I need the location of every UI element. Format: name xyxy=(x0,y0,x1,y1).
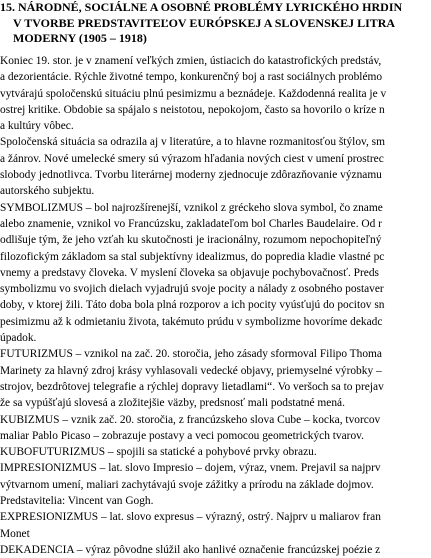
text-line: KUBOFUTURIZMUS – spojili sa statické a pohybové prvky obrazu. xyxy=(0,446,317,459)
text-line: doby, v ktorej žili. Táto doba bola plná rozporov a ich pocity vyúsťujú do pocitov sn xyxy=(0,299,385,312)
text-line: Koniec 19. stor. je v znamení veľkých zmien, ústiacich do katastrofických predstáv, xyxy=(0,55,382,67)
text-line: že sa vypúšťajú slovesá a zložitejšie väzby, predsnosť mali podstatné mená. xyxy=(0,397,345,410)
text-line: vytvárajú spoločenskú situáciu plnú pesimizmu a beznádeje. Každodenná realita je v xyxy=(0,87,387,100)
text-line: autorského subjektu. xyxy=(0,185,95,198)
heading-line: V TVORBE PREDSTAVITEĽOV EURÓPSKEJ A SLOVENSKEJ LITRA xyxy=(13,15,396,30)
body-text xyxy=(0,53,431,558)
text-line: vnemy a predstavy človeka. V myslení človeka sa objavuje pochybovačnosť. Preds xyxy=(0,266,379,279)
text-line: maliar Pablo Picaso – zobrazuje postavy a veci pomocou geometrických tvarov. xyxy=(0,429,364,442)
text-line: úpadok. xyxy=(0,332,37,345)
text-line: a dezorientácie. Rýchle životné tempo, konkurenčný boj a rast sociálnych problémo xyxy=(0,71,383,84)
text-line: SYMBOLIZMUS – bol najrozšírenejší, vznikol z gréckeho slova symbol, čo zname xyxy=(0,201,383,214)
text-line: a kultúry vôbec. xyxy=(0,120,74,133)
text-line: alebo znamenie, vznikol vo Francúzsku, zakladateľom bol Charles Baudelaire. Od r xyxy=(0,217,382,230)
text-line: pesimizmu až k odmietaniu života, takémuto prúdu v symbolizme hovoríme dekadc xyxy=(0,315,383,328)
heading-line: 15. NÁRODNÉ, SOCIÁLNE A OSOBNÉ PROBLÉMY LYRICKÉHO HRDIN xyxy=(0,0,403,14)
text-line: Spoločenská situácia sa odrazila aj v literatúre, a to hlavne rozmanitosťou štýlov, sm xyxy=(0,136,385,149)
text-line: IMPRESIONIZMUS – lat. slovo Impresio – dojem, výraz, vnem. Prejavil sa najprv xyxy=(0,462,381,475)
text-line: strojov, bezdrôtovej telegrafie a rýchlej dopravy lietadlami“. Vo veršoch sa to prejav xyxy=(0,380,384,393)
text-line: symbolizmu vo svojich dielach vyjadrujú svoje pocity a nálady z osobného postaver xyxy=(0,283,384,296)
text-line: FUTURIZMUS – vznikol na zač. 20. storočia, jeho zásady sformoval Filipo Thoma xyxy=(0,348,382,361)
text-line: EXPRESIONIZMUS – lat. slovo expresus – výrazný, ostrý. Najprv u maliarov fran xyxy=(0,511,381,524)
heading-line: MODERNY (1905 – 1918) xyxy=(13,31,147,45)
text-line: výtvarnom umení, maliari zachytávajú svoje zážitky a prírodu na základe dojmov. xyxy=(0,478,374,491)
text-line: filozofickým základom sa stal subjektívny idealizmus, do popredia kladie vlastné pc xyxy=(0,250,385,263)
text-line: DEKADENCIA – výraz pôvodne slúžil ako hanlivé označenie francúzskej poézie z xyxy=(0,543,381,556)
text-line: KUBIZMUS – vznik zač. 20. storočia, z francúzskeho slova Cube – kocka, tvorcov xyxy=(0,413,381,426)
text-line: Marinety za hlavný zdroj krásy vyhlasovali vedecké objavy, priemyselné výrobky – xyxy=(0,364,382,377)
chapter-heading xyxy=(0,0,431,47)
text-line: a žánrov. Nové umelecké smery sú výrazom hľadania nových ciest v umení prostrec xyxy=(0,152,384,165)
text-line: Monet xyxy=(0,527,30,540)
text-line: slobody jednotlivca. Tvorbu literárnej moderny zjednocuje zdôrazňovanie významu xyxy=(0,169,382,182)
text-line: Predstavitelia: Vincent van Gogh. xyxy=(0,495,154,508)
text-line: odlišuje tým, že jeho vzťah ku skutočnosti je iracionálny, rozumom nepochopiteľný xyxy=(0,234,382,247)
text-line: ostrej kritike. Obdobie sa spájalo s neistotou, nepokojom, často sa hovorilo o kríze n xyxy=(0,103,385,116)
